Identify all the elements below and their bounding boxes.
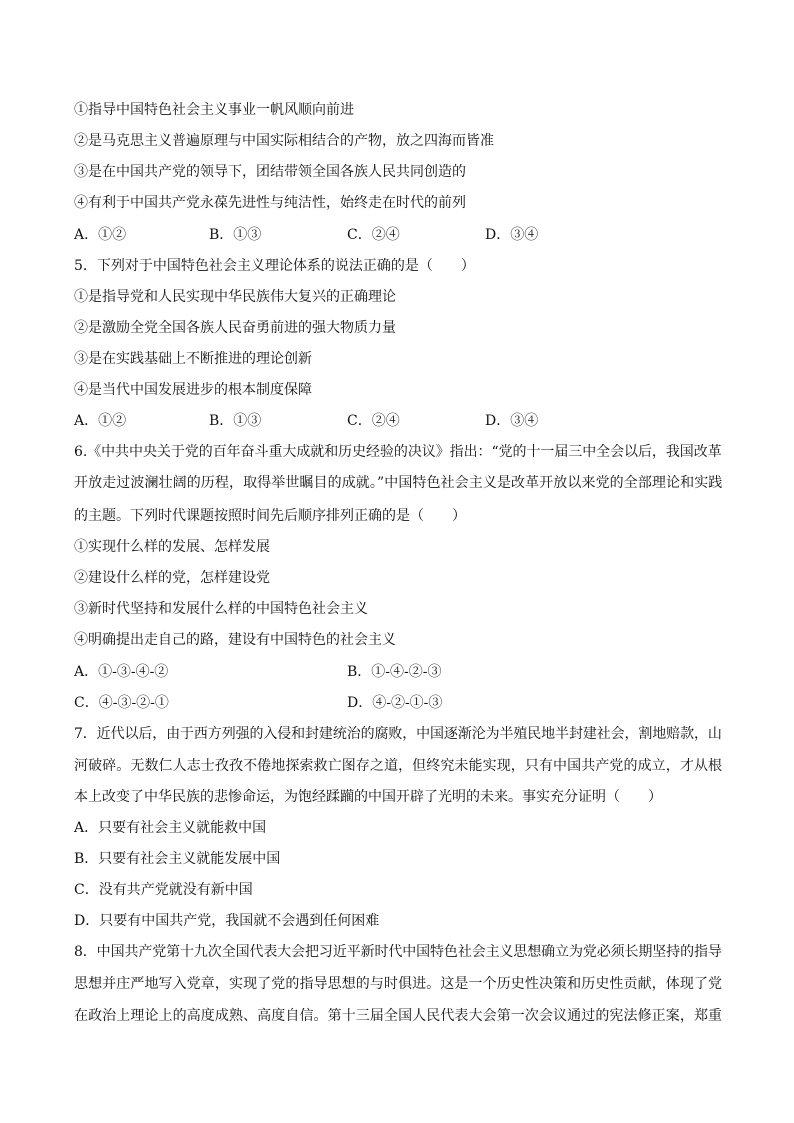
q5-option-a[interactable]: A．①②	[74, 413, 127, 429]
q4-item-3: ③是在中国共产党的领导下，团结带领全国各族人民共同创造的	[74, 164, 466, 180]
q6-stem-line-3: 的主题。下列时代课题按照时间先后顺序排列正确的是（ ）	[74, 508, 466, 524]
q7-stem-line-3: 本上改变了中华民族的悲惨命运，为饱经蹂躏的中国开辟了光明的未来。事实充分证明（ ）	[74, 789, 662, 805]
q7-option-d[interactable]: D．只要有中国共产党，我国就不会遇到任何困难	[74, 913, 380, 929]
q5-option-c[interactable]: C．②④	[347, 413, 400, 429]
q6-item-1: ①实现什么样的发展、怎样发展	[74, 539, 270, 555]
q6-item-4: ④明确提出走自己的路，建设有中国特色的社会主义	[74, 632, 396, 648]
q7-stem-line-1: 7．近代以后，由于西方列强的入侵和封建统治的腐败，中国逐渐沦为半殖民地半封建社会，割地赔款，山	[74, 726, 722, 742]
q6-option-b[interactable]: B．①-④-②-③	[347, 664, 442, 680]
q5-item-2: ②是激励全党全国各族人民奋勇前进的强大物质力量	[74, 320, 396, 336]
q6-stem-line-1: 6.《中共中央关于党的百年奋斗重大成就和历史经验的决议》指出：“党的十一届三中全会以后，我国改革	[74, 444, 722, 460]
q6-stem-line-2: 开放走过波澜壮阔的历程，取得举世瞩目的成就。”中国特色社会主义是改革开放以来党的全部理论和实践	[74, 475, 723, 491]
q6-option-c[interactable]: C．④-③-②-①	[74, 695, 169, 711]
q8-stem-line-3: 在政治上理论上的高度成熟、高度自信。第十三届全国人民代表大会第一次会议通过的宪法修正案，郑重	[74, 1008, 723, 1024]
q5-item-3: ③是在实践基础上不断推进的理论创新	[74, 351, 312, 367]
q4-option-a[interactable]: A．①②	[74, 227, 127, 243]
q6-option-a[interactable]: A．①-③-④-②	[74, 664, 169, 680]
q4-item-4: ④有利于中国共产党永葆先进性与纯洁性，始终走在时代的前列	[74, 195, 466, 211]
q6-item-2: ②建设什么样的党，怎样建设党	[74, 570, 270, 586]
q5-option-d[interactable]: D．③④	[485, 413, 539, 429]
q7-option-b[interactable]: B．只要有社会主义就能发展中国	[74, 851, 281, 867]
q5-option-b[interactable]: B．①③	[209, 413, 262, 429]
q4-item-2: ②是马克思主义普遍原理与中国实际相结合的产物，放之四海而皆准	[74, 133, 494, 149]
q4-option-d[interactable]: D．③④	[485, 227, 539, 243]
q7-option-c[interactable]: C．没有共产党就没有新中国	[74, 882, 253, 898]
q8-stem-line-1: 8．中国共产党第十九次全国代表大会把习近平新时代中国特色社会主义思想确立为党必须长期坚持的指导	[74, 944, 722, 960]
q6-item-3: ③新时代坚持和发展什么样的中国特色社会主义	[74, 601, 368, 617]
q5-item-1: ①是指导党和人民实现中华民族伟大复兴的正确理论	[74, 289, 396, 305]
q4-item-1: ①指导中国特色社会主义事业一帆风顺向前进	[74, 102, 354, 118]
q5-item-4: ④是当代中国发展进步的根本制度保障	[74, 382, 312, 398]
q7-stem-line-2: 河破碎。无数仁人志士孜孜不倦地探索救亡图存之道，但终究未能实现，只有中国共产党的成立，才从根	[74, 758, 723, 774]
q6-option-d[interactable]: D．④-②-①-③	[347, 695, 443, 711]
q4-option-c[interactable]: C．②④	[347, 227, 400, 243]
q8-stem-line-2: 思想并庄严地写入党章，实现了党的指导思想的与时俱进。这是一个历史性决策和历史性贡献，体现了党	[74, 976, 723, 992]
q4-option-b[interactable]: B．①③	[209, 227, 262, 243]
q5-stem: 5．下列对于中国特色社会主义理论体系的说法正确的是（ ）	[74, 258, 475, 274]
q7-option-a[interactable]: A．只要有社会主义就能救中国	[74, 820, 267, 836]
